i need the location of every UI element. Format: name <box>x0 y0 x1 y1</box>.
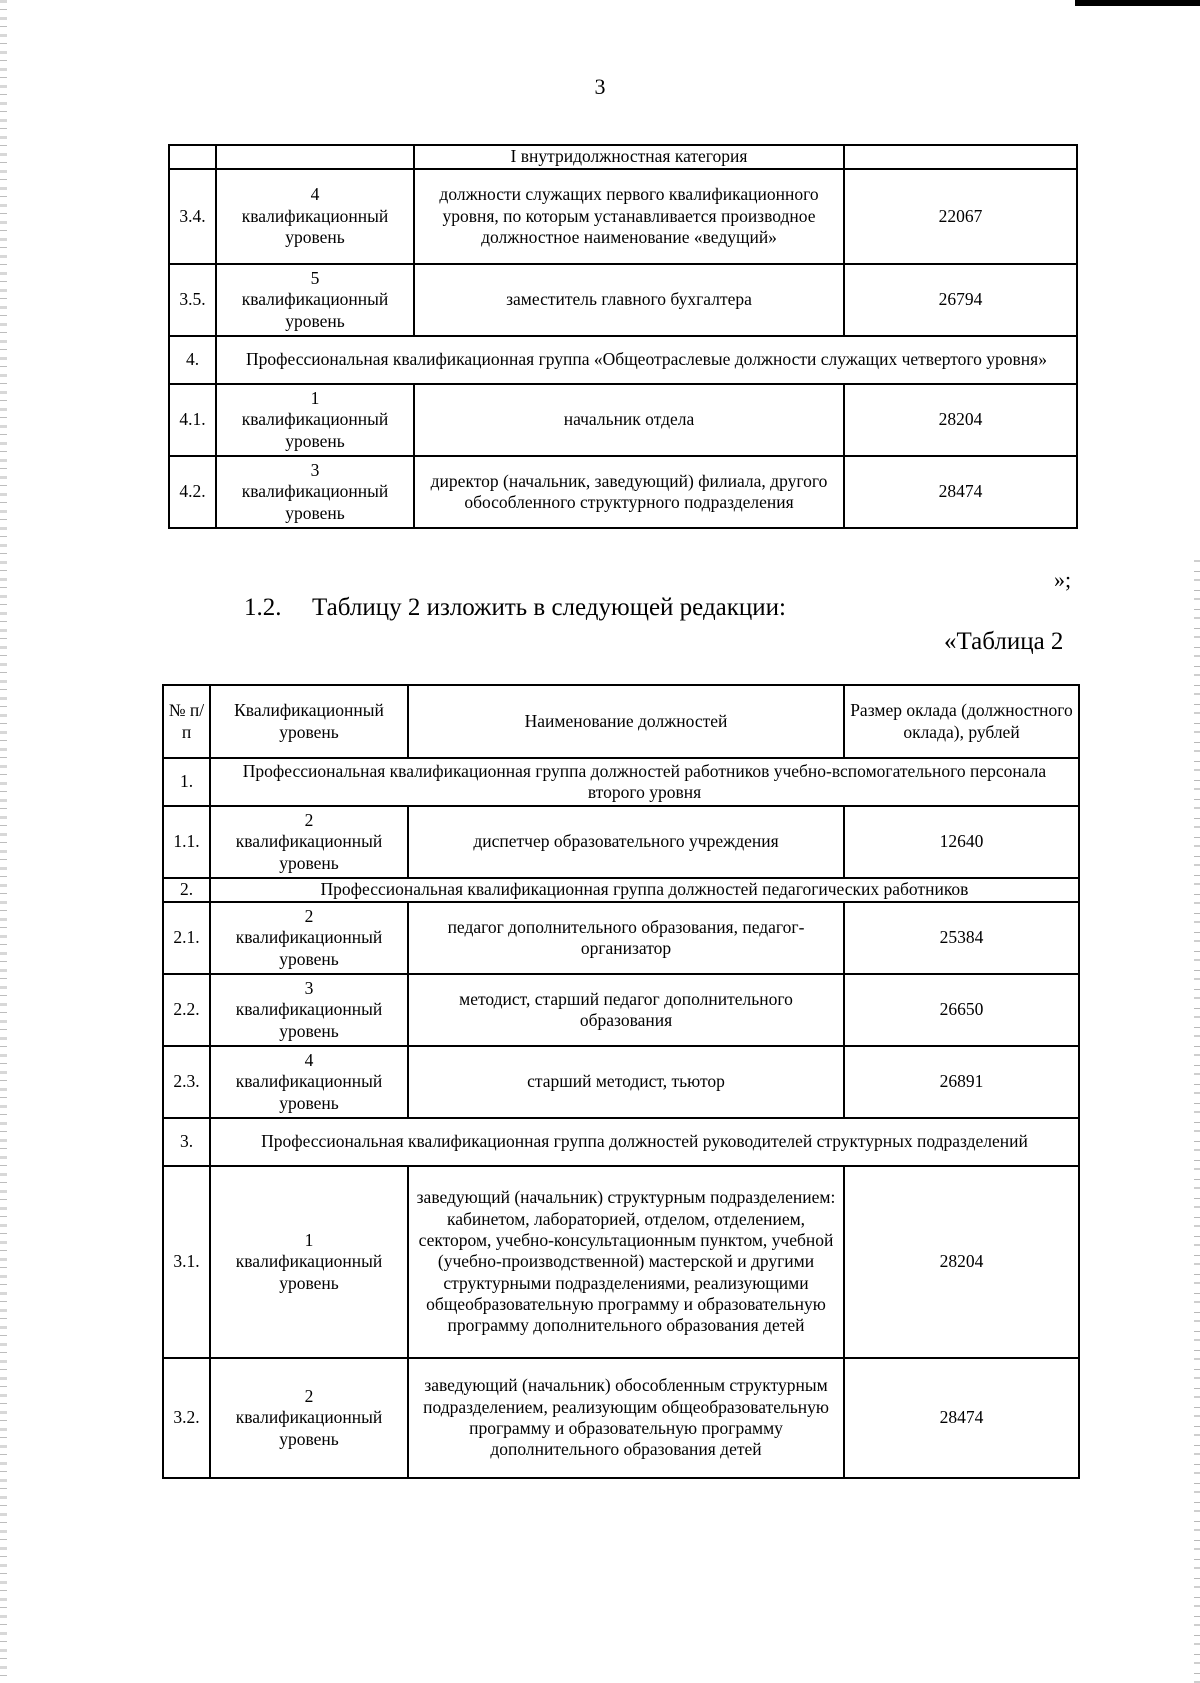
row-number: 4.2. <box>169 456 216 528</box>
table-row <box>163 902 1079 974</box>
table-row-group <box>163 758 1079 806</box>
header-positions: Наименование должностей <box>408 685 844 758</box>
group-number: 3. <box>163 1118 210 1166</box>
table-row-group <box>163 878 1079 902</box>
table-row-group <box>163 1118 1079 1166</box>
row-number: 3.4. <box>169 169 216 264</box>
salary-value: 22067 <box>844 169 1077 264</box>
closing-quote: »; <box>1054 567 1072 592</box>
table-row <box>163 806 1079 878</box>
qualification-level: 1 квалификационный уровень <box>210 1166 408 1358</box>
qualification-level: 4 квалификационный уровень <box>210 1046 408 1118</box>
row-number: 2.1. <box>163 902 210 974</box>
row-number: 3.5. <box>169 264 216 336</box>
salary-value: 12640 <box>844 806 1079 878</box>
position-names: заместитель главного бухгалтера <box>414 264 844 336</box>
group-number: 4. <box>169 336 216 384</box>
qualification-level: 2 квалификационный уровень <box>210 902 408 974</box>
category-title: I внутридолжностная категория <box>414 145 844 169</box>
row-number: 3.1. <box>163 1166 210 1358</box>
group-title: Профессиональная квалификационная группа «Общеотраслевые должности служащих четвертого уровня» <box>216 336 1077 384</box>
salary-value: 28204 <box>844 384 1077 456</box>
row-number: 4.1. <box>169 384 216 456</box>
header-number: № п/п <box>163 685 210 758</box>
scan-left-edge <box>0 0 7 1683</box>
scan-top-edge <box>1075 0 1200 6</box>
row-number: 3.2. <box>163 1358 210 1478</box>
header-level: Квалификационный уровень <box>210 685 408 758</box>
table-row <box>169 169 1077 264</box>
row-number: 2.3. <box>163 1046 210 1118</box>
table-row <box>169 456 1077 528</box>
position-names: диспетчер образовательного учреждения <box>408 806 844 878</box>
salary-table-2 <box>162 684 1080 1479</box>
page-number: 3 <box>594 74 606 99</box>
qualification-level: 2 квалификационный уровень <box>210 806 408 878</box>
group-number: 2. <box>163 878 210 902</box>
cell-empty <box>216 145 414 169</box>
qualification-level: 5 квалификационный уровень <box>216 264 414 336</box>
position-names: педагог дополнительного образования, педагог-организатор <box>408 902 844 974</box>
qualification-level: 3 квалификационный уровень <box>210 974 408 1046</box>
salary-value: 28474 <box>844 456 1077 528</box>
table-row-group <box>169 336 1077 384</box>
salary-value: 28204 <box>844 1166 1079 1358</box>
group-title: Профессиональная квалификационная группа должностей руководителей структурных подразделений <box>210 1118 1079 1166</box>
salary-value: 26650 <box>844 974 1079 1046</box>
position-names: старший методист, тьютор <box>408 1046 844 1118</box>
qualification-level: 2 квалификационный уровень <box>210 1358 408 1478</box>
paragraph-number: 1.2. <box>244 594 282 621</box>
scan-right-edge <box>1194 560 1200 1683</box>
salary-value: 26794 <box>844 264 1077 336</box>
group-title: Профессиональная квалификационная группа должностей педагогических работников <box>210 878 1079 902</box>
cell-empty <box>169 145 216 169</box>
group-title: Профессиональная квалификационная группа должностей работников учебно-вспомогательного персонала второго уровня <box>210 758 1079 806</box>
salary-table-1-continued <box>168 144 1078 529</box>
table-row <box>163 974 1079 1046</box>
qualification-level: 1 квалификационный уровень <box>216 384 414 456</box>
row-number: 2.2. <box>163 974 210 1046</box>
group-number: 1. <box>163 758 210 806</box>
table-row <box>169 264 1077 336</box>
table-caption: «Таблица 2 <box>944 628 1064 655</box>
table-header-row <box>163 685 1079 758</box>
table-row <box>169 384 1077 456</box>
table-row-category <box>169 145 1077 169</box>
amendment-paragraph <box>244 594 786 622</box>
salary-value: 25384 <box>844 902 1079 974</box>
cell-empty <box>844 145 1077 169</box>
qualification-level: 3 квалификационный уровень <box>216 456 414 528</box>
position-names: директор (начальник, заведующий) филиала, другого обособленного структурного подразделения <box>414 456 844 528</box>
position-names: должности служащих первого квалификационного уровня, по которым устанавливается производное должностное наименование «ведущий» <box>414 169 844 264</box>
table-row <box>163 1358 1079 1478</box>
salary-value: 28474 <box>844 1358 1079 1478</box>
table-row <box>163 1166 1079 1358</box>
position-names: заведующий (начальник) обособленным структурным подразделением, реализующим общеобразовательную программу и образовательную программу дополнительного образования детей <box>408 1358 844 1478</box>
table-row <box>163 1046 1079 1118</box>
position-names: методист, старший педагог дополнительного образования <box>408 974 844 1046</box>
paragraph-text: Таблицу 2 изложить в следующей редакции: <box>312 594 786 621</box>
qualification-level: 4 квалификационный уровень <box>216 169 414 264</box>
header-salary: Размер оклада (должностного оклада), рублей <box>844 685 1079 758</box>
position-names: заведующий (начальник) структурным подразделением: кабинетом, лабораторией, отделом, отделением, сектором, учебно-консультационным пунктом, учебной (учебно-производственной) мастерской и другими структурными подразделениями, реализующими общеобразовательную программу и образовательную программу дополнительного образования детей <box>408 1166 844 1358</box>
row-number: 1.1. <box>163 806 210 878</box>
salary-value: 26891 <box>844 1046 1079 1118</box>
position-names: начальник отдела <box>414 384 844 456</box>
